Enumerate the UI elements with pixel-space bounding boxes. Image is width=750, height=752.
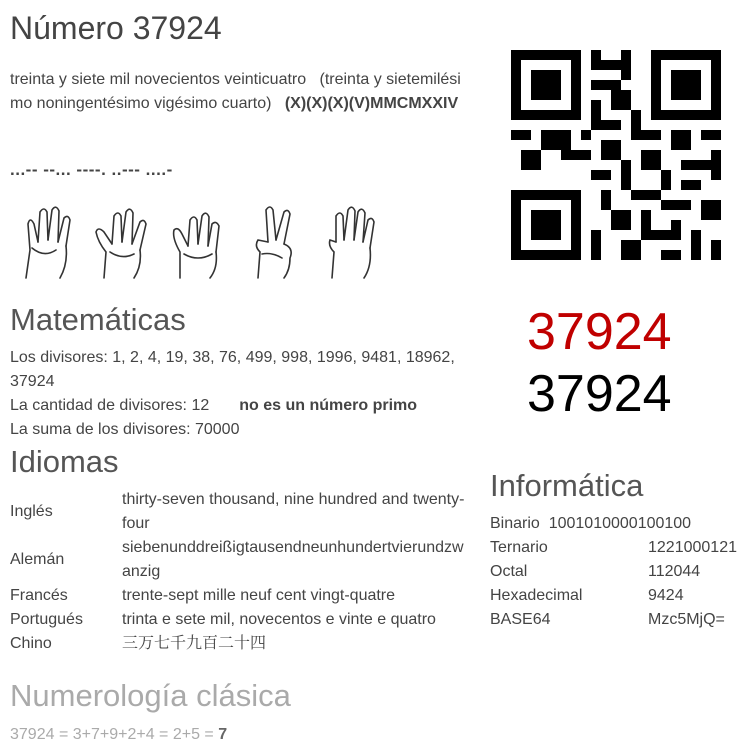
math-heading: Matemáticas (10, 302, 186, 337)
hex-row (490, 584, 745, 608)
language-row-french (10, 584, 480, 608)
numerology-heading: Numerología clásica (10, 678, 291, 713)
base-value: 1221000121 (648, 539, 737, 556)
computing-heading: Informática (490, 468, 644, 503)
page-title: Número 37924 (10, 10, 222, 46)
base64-row (490, 608, 745, 632)
divisor-count: La cantidad de divisores: 12 (10, 397, 210, 414)
binary-label: Binario (490, 515, 540, 532)
intro-line-2 (10, 92, 480, 116)
base-value: 112044 (648, 563, 701, 580)
languages-heading: Idiomas (10, 444, 119, 479)
intro-block (10, 68, 480, 116)
language-translation: trente-sept mille neuf cent vingt-quatre (122, 587, 396, 604)
base-label: BASE64 (490, 611, 551, 628)
language-row-german (10, 536, 480, 584)
numerology-formula (10, 723, 227, 747)
divisors-line: Los divisores: 1, 2, 4, 19, 38, 76, 499, 998, 1996, 9481, 18962, (10, 349, 455, 366)
translation-line: siebenunddreißigtausendneunhundertvierundzw (122, 539, 464, 556)
languages-table (10, 488, 480, 656)
base-label: Hexadecimal (490, 587, 583, 604)
language-name: Alemán (10, 551, 65, 568)
translation-line: thirty-seven thousand, nine hundred and twenty- (122, 491, 465, 508)
two-fingers-hand-icon (244, 202, 306, 280)
language-name: Francés (10, 587, 68, 604)
octal-row (490, 560, 745, 584)
four-fingers-hand-icon (320, 202, 382, 280)
number-in-words: treinta y siete mil novecientos veinticuatro (10, 71, 307, 88)
seven-fingers-hand-icon (92, 202, 154, 280)
base-label: Octal (490, 563, 528, 580)
number-red: 37924 (527, 303, 672, 361)
computing-table (490, 512, 745, 632)
binary-value: 1001010000100100 (548, 515, 692, 532)
qr-code (511, 50, 721, 260)
language-translation: trinta e sete mil, novecentos e vinte e quatro (122, 611, 436, 628)
translation-line: anzig (122, 563, 161, 580)
number-black: 37924 (527, 365, 672, 423)
intro-line-1 (10, 68, 480, 92)
base-label: Ternario (490, 539, 548, 556)
nine-fingers-hand-icon (168, 202, 230, 280)
ordinal-part-2: mo noningentésimo vigésimo cuarto) (10, 95, 272, 112)
translation-line: four (122, 515, 150, 532)
numerology-expression: 37924 = 3+7+9+2+4 = 2+5 = (10, 726, 219, 743)
numerology-result: 7 (218, 726, 228, 743)
roman-numeral: (X)(X)(X)(V)MMCMXXIV (284, 95, 459, 112)
ternary-row (490, 536, 745, 560)
base-value: Mzc5MjQ= (648, 611, 725, 628)
ordinal-part-1: (treinta y sietemilési (319, 71, 461, 88)
binary-row (490, 512, 745, 536)
language-row-chinese (10, 632, 480, 656)
divisor-count-line (10, 394, 480, 418)
three-fingers-hand-icon (16, 202, 78, 280)
math-section (10, 346, 480, 442)
language-translation (122, 488, 472, 536)
language-row-english (10, 488, 480, 536)
morse-code: ...-- --... ----. ..--- ....- (10, 160, 173, 179)
language-name: Portugués (10, 611, 83, 628)
language-translation (122, 536, 472, 584)
prime-status: no es un número primo (239, 397, 418, 414)
hand-signs (16, 202, 382, 280)
base-value: 9424 (648, 587, 684, 604)
language-name: Chino (10, 635, 52, 652)
language-name: Inglés (10, 503, 53, 520)
language-translation: 三万七千九百二十四 (122, 635, 267, 652)
divisor-sum: La suma de los divisores: 70000 (10, 421, 240, 438)
divisors-line-cont: 37924 (10, 373, 55, 390)
language-row-portuguese (10, 608, 480, 632)
